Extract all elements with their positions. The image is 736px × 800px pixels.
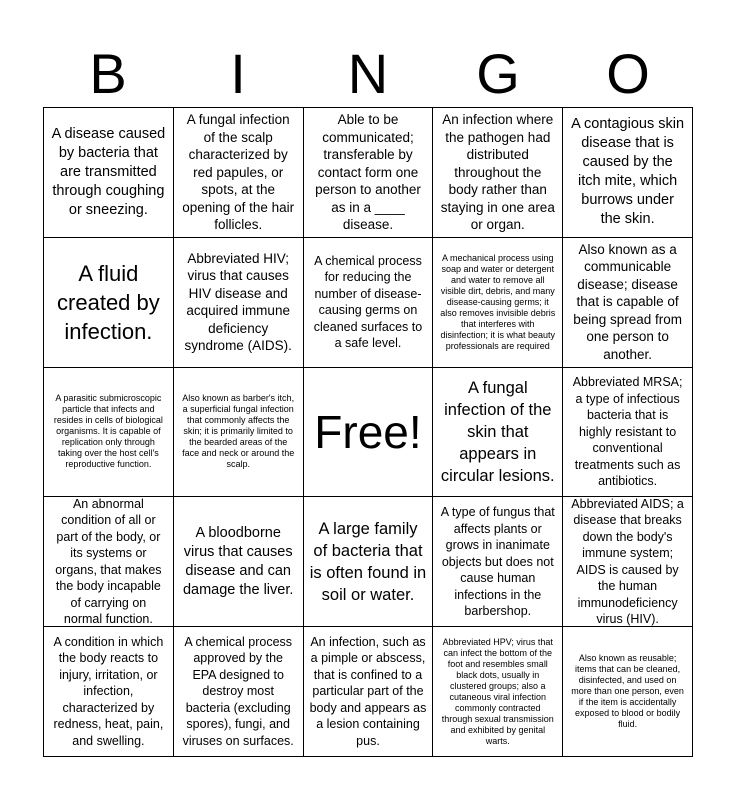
- cell-text: Able to be communicated; transferable by contact form one person to another as in a ____ disease.: [315, 112, 421, 233]
- bingo-cell[interactable]: [433, 108, 563, 238]
- cell-text: Abbreviated HIV; virus that causes HIV disease and acquired immune deficiency syndrome (AIDS).: [184, 250, 292, 354]
- header-letter-n: N: [347, 42, 389, 105]
- bingo-cell[interactable]: [563, 108, 693, 238]
- header-letter-b: B: [89, 42, 127, 105]
- bingo-cell[interactable]: [174, 627, 304, 757]
- free-text: Free!: [314, 405, 422, 458]
- cell-text: A fungal infection of the skin that appears in circular lesions.: [440, 378, 555, 485]
- bingo-cell[interactable]: [304, 627, 434, 757]
- cell-text: Abbreviated MRSA; a type of infectious bacteria that is highly resistant to conventional treatments such as antibiotics.: [572, 375, 683, 489]
- cell-text: Also known as reusable; items that can be cleaned, disinfected, and used on more than one person, even if the item is accidentally exposed to blood or bodily fluid.: [571, 653, 684, 730]
- bingo-cell[interactable]: [433, 238, 563, 368]
- free-space[interactable]: [304, 368, 434, 498]
- bingo-cell[interactable]: [174, 368, 304, 498]
- header-letter-g: G: [476, 42, 520, 105]
- header-letter-o: O: [606, 42, 650, 105]
- cell-text: A condition in which the body reacts to injury, irritation, or infection, characterized by redness, heat, pain, and swelling.: [53, 634, 164, 748]
- bingo-cell[interactable]: [44, 108, 174, 238]
- bingo-cell[interactable]: [174, 497, 304, 627]
- cell-text: A large family of bacteria that is often found in soil or water.: [309, 519, 427, 604]
- bingo-header: [43, 40, 693, 108]
- bingo-cell[interactable]: [304, 238, 434, 368]
- cell-text: Abbreviated AIDS; a disease that breaks down the body's immune system; AIDS is caused by the human immunodeficiency virus (HIV).: [571, 497, 684, 627]
- bingo-cell[interactable]: [563, 497, 693, 627]
- bingo-cell[interactable]: [563, 238, 693, 368]
- bingo-cell[interactable]: [44, 497, 174, 627]
- bingo-cell[interactable]: [563, 368, 693, 498]
- cell-text: An abnormal condition of all or part of the body, or its systems or organs, that makes the body incapable of carrying on normal function.: [55, 497, 162, 627]
- bingo-cell[interactable]: [44, 238, 174, 368]
- cell-text: Also known as barber's itch, a superficial fungal infection that commonly affects the skin; it is primarily limited to the bearded areas of the face and neck or around the scalp.: [182, 393, 295, 470]
- cell-text: A bloodborne virus that causes disease and can damage the liver.: [182, 524, 294, 598]
- bingo-cell[interactable]: [563, 627, 693, 757]
- cell-text: A chemical process approved by the EPA designed to destroy most bacteria (excluding spores), fungi, and viruses on surfaces.: [182, 634, 294, 748]
- cell-text: A type of fungus that affects plants or grows in inanimate objects but does not cause human infections in the barbershop.: [440, 505, 555, 619]
- bingo-cell[interactable]: [433, 627, 563, 757]
- cell-text: A chemical process for reducing the number of disease-causing germs on cleaned surfaces to a safe level.: [313, 253, 423, 351]
- cell-text: An infection, such as a pimple or abscess, that is confined to a particular part of the body and appears as a lesion containing pus.: [309, 634, 427, 748]
- cell-text: A disease caused by bacteria that are transmitted through coughing or sneezing.: [51, 125, 166, 218]
- header-letter-i: I: [230, 42, 246, 105]
- bingo-cell[interactable]: [44, 368, 174, 498]
- cell-text: A fungal infection of the scalp characterized by red papules, or spots, at the opening of the hair follicles.: [182, 112, 295, 233]
- cell-text: Abbreviated HPV; virus that can infect the bottom of the foot and resembles small black dots, usually in clustered groups; also a cutaneous viral infection commonly contracted through sexual transmission and exhibited by genital warts.: [441, 636, 554, 746]
- bingo-cell[interactable]: [304, 108, 434, 238]
- cell-text: A parasitic submicroscopic particle that infects and resides in cells of biological organisms. It is capable of replication only through taking over the host cell's reproductive function.: [53, 393, 163, 470]
- cell-text: Also known as a communicable disease; disease that is capable of being spread from one person to another.: [573, 241, 682, 362]
- cell-text: A fluid created by infection.: [57, 260, 160, 344]
- bingo-cell[interactable]: [174, 108, 304, 238]
- bingo-cell[interactable]: [44, 627, 174, 757]
- bingo-cell[interactable]: [433, 368, 563, 498]
- bingo-board: [43, 107, 693, 757]
- bingo-cell[interactable]: [433, 497, 563, 627]
- bingo-cell[interactable]: [174, 238, 304, 368]
- cell-text: An infection where the pathogen had distributed throughout the body rather than staying in one area or organ.: [440, 112, 555, 233]
- bingo-cell[interactable]: [304, 497, 434, 627]
- cell-text: A contagious skin disease that is caused by the itch mite, which burrows under the skin.: [571, 116, 685, 228]
- cell-text: A mechanical process using soap and water or detergent and water to remove all visible dirt, debris, and many disease-causing germs; it also removes invisible debris that interferes with disinfection; it is what beauty professionals are required: [440, 252, 556, 351]
